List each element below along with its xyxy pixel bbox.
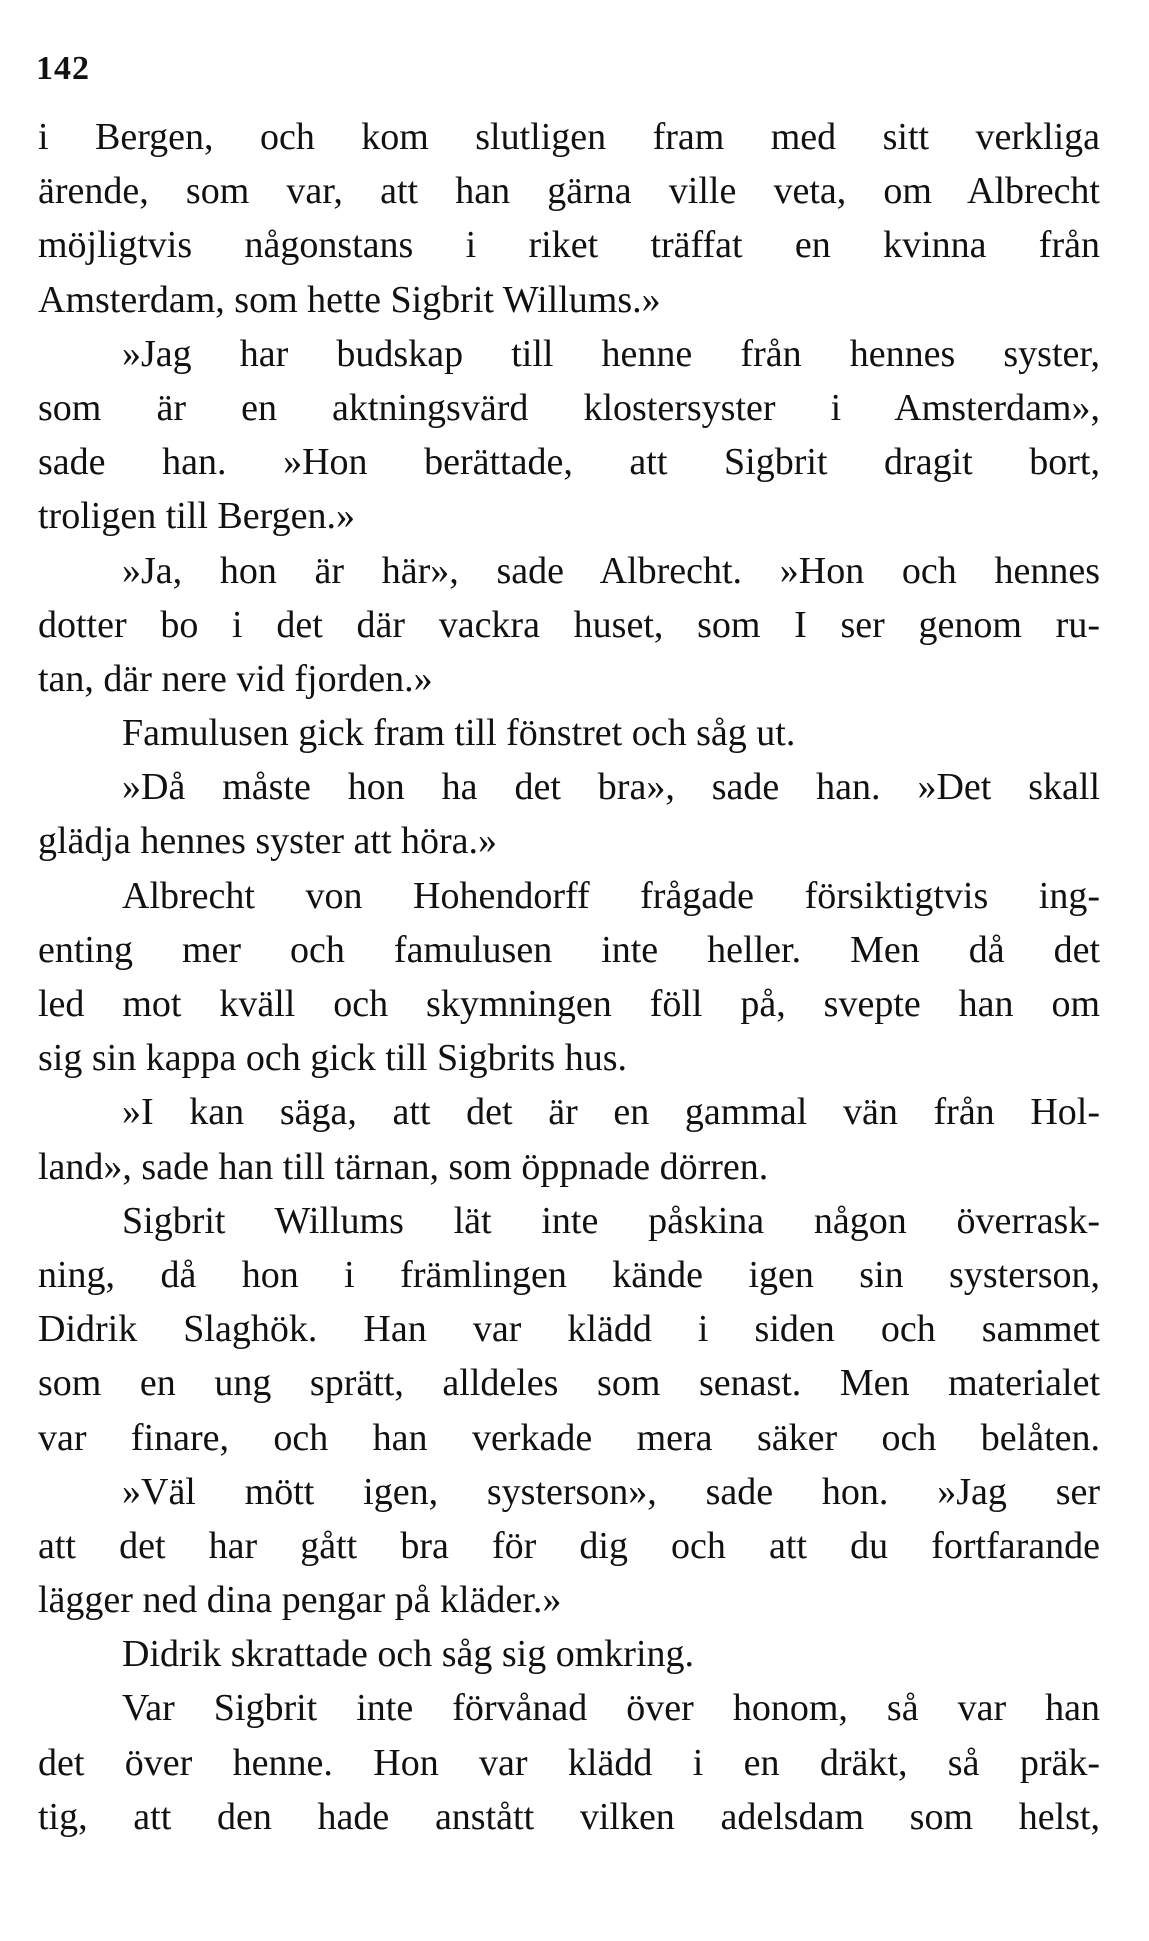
text-line: Albrecht von Hohendorff frågade försiktigtvis ing- <box>122 874 1100 917</box>
text-line: »Ja, hon är här», sade Albrecht. »Hon och hennes <box>122 549 1100 592</box>
text-line: Sigbrit Willums lät inte påskina någon överrask- <box>122 1199 1100 1242</box>
text-line: möjligtvis någonstans i riket träffat en kvinna från <box>38 224 1100 267</box>
text-line: »I kan säga, att det är en gammal vän från Hol- <box>122 1091 1100 1134</box>
text-line: som är en aktningsvärd klostersyster i Amsterdam», <box>38 386 1100 429</box>
text-line: i Bergen, och kom slutligen fram med sitt verkliga <box>38 116 1100 158</box>
text-line: som en ung sprätt, alldeles som senast. Men materialet <box>38 1362 1100 1405</box>
text-line: troligen till Bergen.» <box>38 495 355 538</box>
body-text <box>38 110 1100 1844</box>
text-line: att det har gått bra för dig och att du fortfarande <box>38 1524 1100 1567</box>
text-line: ning, då hon i främlingen kände igen sin systerson, <box>38 1253 1100 1296</box>
text-line: land», sade han till tärnan, som öppnade dörren. <box>38 1145 769 1188</box>
text-line: glädja hennes syster att höra.» <box>38 820 498 863</box>
text-line: Var Sigbrit inte förvånad över honom, så var han <box>122 1687 1100 1730</box>
text-line: »Väl mött igen, systerson», sade hon. »Jag ser <box>122 1470 1100 1513</box>
text-line: »Jag har budskap till henne från hennes syster, <box>122 332 1100 375</box>
text-line: sade han. »Hon berättade, att Sigbrit dragit bort, <box>38 441 1100 484</box>
text-line: sig sin kappa och gick till Sigbrits hus. <box>38 1037 627 1080</box>
text-line: Didrik Slaghök. Han var klädd i siden och sammet <box>38 1308 1100 1351</box>
text-line: »Då måste hon ha det bra», sade han. »Det skall <box>122 766 1100 809</box>
text-line: ärende, som var, att han gärna ville veta, om Albrecht <box>38 170 1100 213</box>
text-line: Famulusen gick fram till fönstret och såg ut. <box>122 712 796 755</box>
text-line: lägger ned dina pengar på kläder.» <box>38 1579 562 1622</box>
text-line: tig, att den hade anstått vilken adelsdam som helst, <box>38 1795 1100 1838</box>
text-line: enting mer och famulusen inte heller. Men då det <box>38 928 1100 971</box>
text-line: led mot kväll och skymningen föll på, svepte han om <box>38 983 1100 1025</box>
text-line: det över henne. Hon var klädd i en dräkt, så präk- <box>38 1741 1100 1784</box>
page-number: 142 <box>36 50 90 87</box>
text-line: Amsterdam, som hette Sigbrit Willums.» <box>38 278 661 321</box>
text-line: tan, där nere vid fjorden.» <box>38 657 433 700</box>
text-line: dotter bo i det där vackra huset, som I ser genom ru- <box>38 603 1100 646</box>
text-line: var finare, och han verkade mera säker och belåten. <box>38 1416 1100 1459</box>
text-line: Didrik skrattade och såg sig omkring. <box>122 1633 695 1676</box>
